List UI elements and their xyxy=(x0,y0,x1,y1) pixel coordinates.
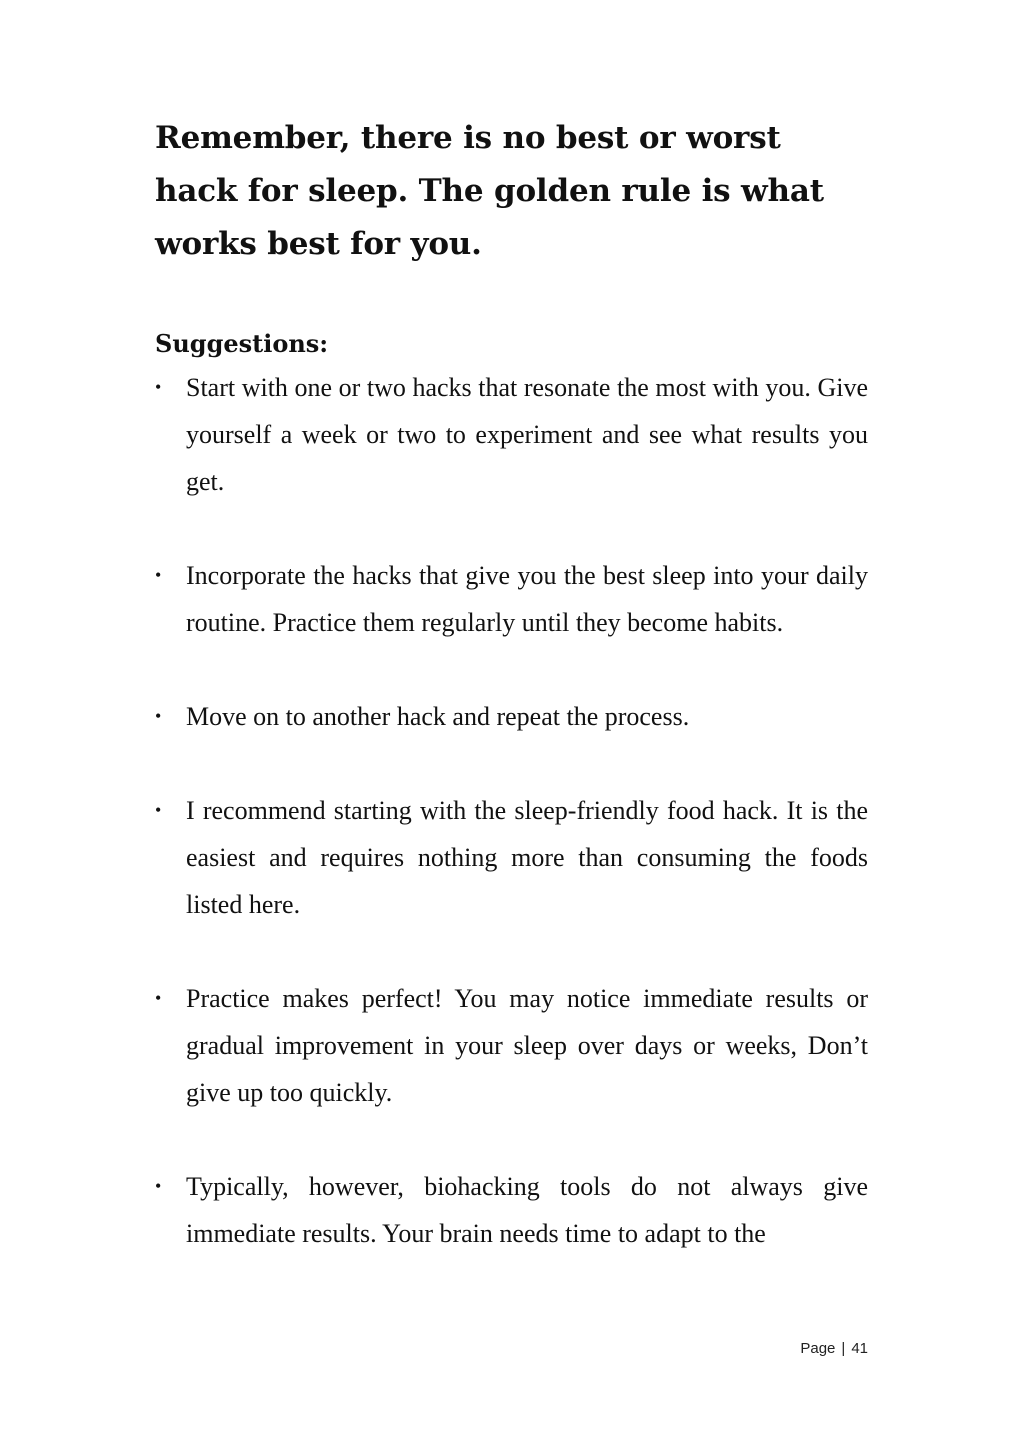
suggestion-item-2 xyxy=(155,552,868,646)
bullet-icon: • xyxy=(155,1176,162,1196)
suggestion-item-6 xyxy=(155,1163,868,1257)
page-separator: | xyxy=(841,1340,846,1357)
page-footer xyxy=(800,1338,868,1360)
bullet-icon: • xyxy=(155,988,162,1008)
suggestion-text: I recommend starting with the sleep-friendly food hack. It is the easiest and requires nothing more than consuming the foods listed here. xyxy=(186,796,868,919)
suggestions-list xyxy=(155,364,868,1257)
page-label: Page xyxy=(800,1340,836,1357)
suggestion-item-4 xyxy=(155,787,868,928)
page-number: 41 xyxy=(851,1340,868,1357)
suggestions-heading: Suggestions: xyxy=(155,329,329,358)
bullet-icon: • xyxy=(155,800,162,820)
suggestion-item-1 xyxy=(155,364,868,505)
bullet-icon: • xyxy=(155,377,162,397)
bullet-icon: • xyxy=(155,706,162,726)
suggestion-text: Move on to another hack and repeat the process. xyxy=(186,702,690,731)
lead-statement: Remember, there is no best or worst hack for sleep. The golden rule is what works best for you. xyxy=(155,120,824,262)
suggestion-text: Start with one or two hacks that resonate the most with you. Give yourself a week or two to experiment and see what results you get. xyxy=(186,373,868,496)
suggestion-text: Practice makes perfect! You may notice immediate results or gradual improvement in your sleep over days or weeks, Don’t give up too quickly. xyxy=(186,984,868,1107)
suggestion-text: Typically, however, biohacking tools do not always give immediate results. Your brain needs time to adapt to the xyxy=(186,1172,868,1248)
bullet-icon: • xyxy=(155,565,162,585)
suggestion-item-3 xyxy=(155,693,868,740)
suggestion-item-5 xyxy=(155,975,868,1116)
suggestion-text: Incorporate the hacks that give you the best sleep into your daily routine. Practice them regularly until they become habits. xyxy=(186,561,868,637)
page-content xyxy=(155,112,868,1304)
